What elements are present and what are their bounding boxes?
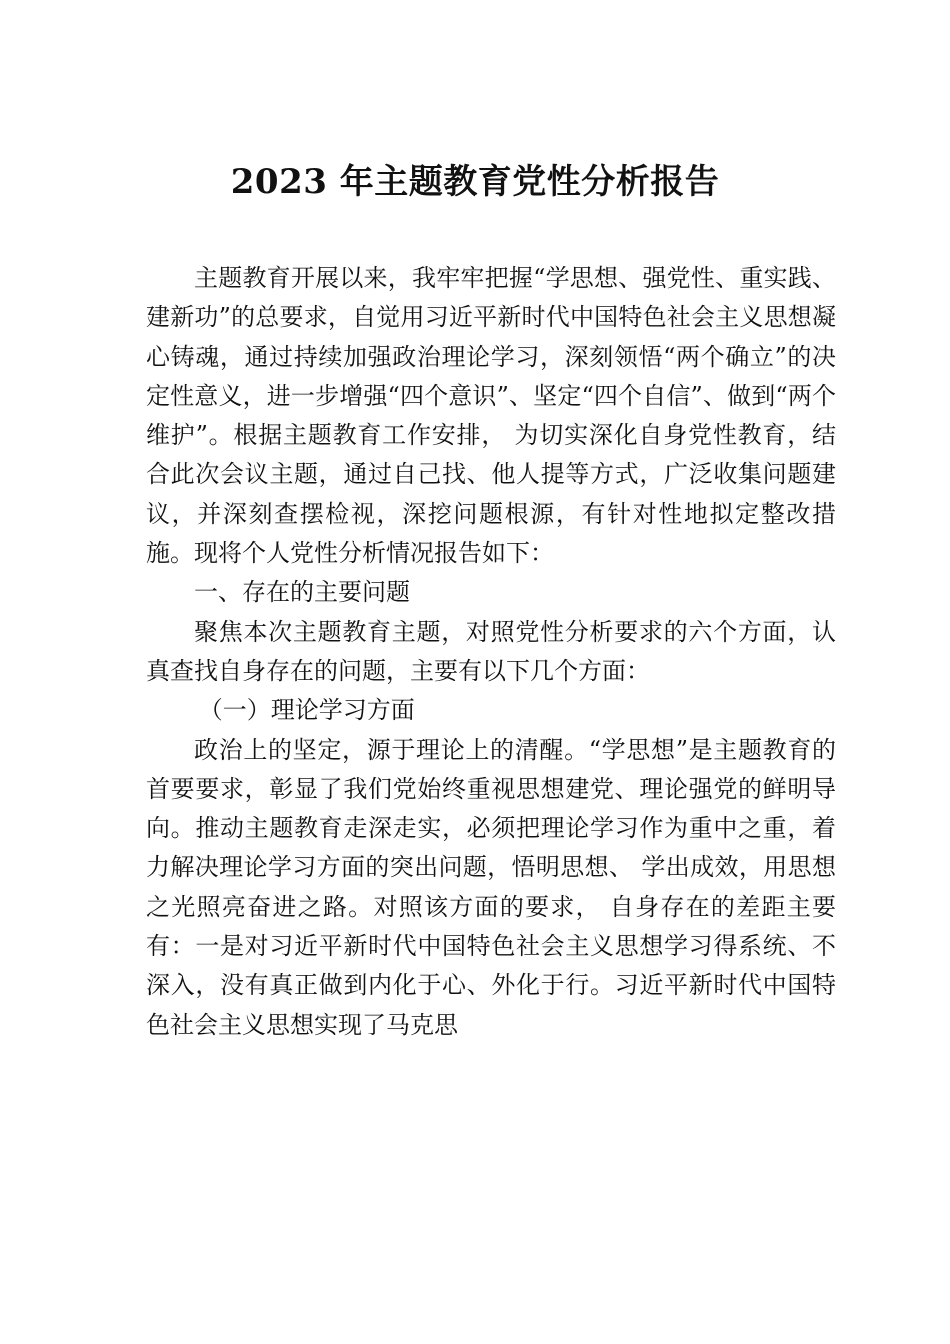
intro-paragraph: 主题教育开展以来，我牢牢把握“学思想、强党性、重实践、建新功”的总要求，自觉用习近平新时代中国特色社会主义思想凝心铸魂，通过持续加强政治理论学习，深刻领悟“两个确立”的决定性意义，进一步增强“四个意识”、坚定“四个自信”、做到“两个维护”。根据主题教育工作安排， 为切实深化自身党性教育，结合此次会议主题，通过自己找、他人提等方式，广泛收集问题建议，并深刻查摆检视，深挖问题根源，有针对性地拟定整改措施。现将个人党性分析情况报告如下： xyxy=(146,264,836,568)
subsection-body-paragraph: 政治上的坚定，源于理论上的清醒。“学思想”是主题教育的首要要求，彰显了我们党始终重视思想建党、理论强党的鲜明导向。推动主题教育走深走实，必须把理论学习作为重中之重，着力解决理论学习方面的突出问题，悟明思想、 学出成效，用思想之光照亮奋进之路。对照该方面的要求， 自身存在的差距主要有：一是对习近平新时代中国特色社会主义思想学习得系统、不深入，没有真正做到内化于心、外化于行。习近平新时代中国特色社会主义思想实现了马克思 xyxy=(146,735,836,1039)
section-heading-problems: 一、存在的主要问题 xyxy=(194,578,410,607)
document-title: 2023 年主题教育党性分析报告 xyxy=(230,162,720,202)
subsection-heading-theory: （一）理论学习方面 xyxy=(198,696,415,725)
section-intro-paragraph: 聚焦本次主题教育主题，对照党性分析要求的六个方面，认真查找自身存在的问题，主要有以下几个方面： xyxy=(146,617,836,685)
document-body xyxy=(146,259,836,1045)
